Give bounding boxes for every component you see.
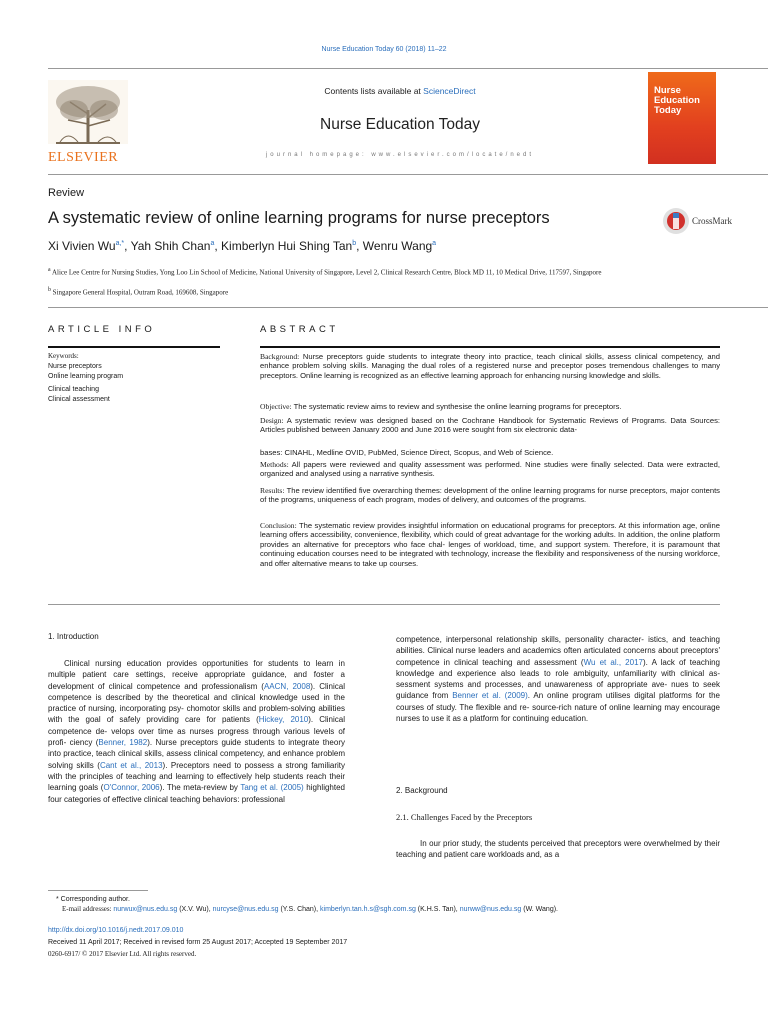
author-list: Xi Vivien $Wu^{a,*}$, Yah Shih Chan$^a$, Kimberlyn Hui Shing Tan$^b$, Wenru Wang$^a$ [48,239,437,253]
abstract-methods-label: Methods: [260,460,289,469]
elsevier-wordmark: ELSEVIER [48,150,119,165]
cover-line-1: Nurse [654,85,681,96]
citation-link[interactable]: Benner, 1982 [98,738,148,748]
contents-availability [200,86,600,96]
intro-text: highlighted four categories of effective clinical teaching behaviors: professional [48,783,345,804]
author-affiliation-mark[interactable]: b [352,240,357,247]
background-paragraph: In our prior study, the students perceived that preceptors were overwhelmed by their teaching and patient care workloads and, as a [396,839,720,860]
affiliation-a [48,266,648,277]
intro-text: ). Clinical competence is described by the theoretical and clinical knowledge used in the practice of nursing, incorporating psy- chomotor skills and problem-solving abilities with the goal of safely providing care for patients ( [48,681,345,725]
copyright-line: 0260-6917/ © 2017 Elsevier Ltd. All rights reserved. [48,950,197,958]
abstract-objective-text: The systematic review aims to review and synthesise the online learning programs for preceptors. [293,402,622,411]
abstract-results-label: Results: [260,486,285,495]
email-owner: (Y.S. Chan), [278,906,321,913]
abstract-design-label: Design: [260,416,284,425]
affiliation-a-mark: a [48,267,51,273]
affiliation-b [48,286,648,297]
section-heading-introduction: 1. Introduction [48,632,99,641]
article-type: Review [48,187,85,199]
citation-link[interactable]: AACN, 2008 [263,681,311,691]
introduction-paragraph-continued [396,634,720,724]
abstract-results-text: The review identified five overarching themes: development of the online learning programs for nurse preceptors, major contents of the programs, uniqueness of each program, modes of delivery, and outcomes of the programs. [260,486,720,505]
header-top-rule [48,68,768,69]
article-title: A systematic review of online learning programs for nurse preceptors [48,209,550,227]
email-owner: (W. Wang). [521,906,558,913]
author-name[interactable]: Xi Vivien Wu [48,239,116,253]
email-label: E-mail addresses: [62,905,114,913]
abstract-rule [260,346,720,348]
crossmark-icon[interactable] [662,207,690,235]
abstract-background [260,352,720,380]
citation-link[interactable]: Cant et al., 2013 [99,760,163,770]
abstract-heading: ABSTRACT [260,324,339,335]
abstract-methods-text: All papers were reviewed and quality assessment was performed. Nine studies were finally selected. Data were extracted, organized and analysed using a narrative synthesis. [260,460,720,479]
subsection-heading-challenges: 2.1. Challenges Faced by the Preceptors [396,812,533,822]
keyword-item: Clinical teaching [48,386,99,393]
intro-text: ). The meta-review by [159,783,241,793]
email-link[interactable]: nurww@nus.edu.sg [459,906,522,913]
journal-citation[interactable]: Nurse Education Today 60 (2018) 11–22 [321,46,447,53]
abstract-conclusion-label: Conclusion: [260,521,297,530]
intro-text: ). A lack of teaching knowledge and experience also leads to role ambiguity, unfamiliarity with clinical as- sessment systems and processes, and unawareness of appropriate ave- nues to seek guidance from [396,657,721,701]
affiliation-b-text: Singapore General Hospital, Outram Road, 169608, Singapore [52,288,229,297]
keywords-label: Keywords: [48,352,79,360]
intro-text: Clinical nursing education provides opportunities for students to learn in multiple patient care settings, receive appropriate guidance, and foster a development of clinical competence and professionalism ( [48,659,345,691]
email-owner: (X.V. Wu), [177,906,213,913]
abstract-design [260,416,720,435]
article-info-heading: ARTICLE INFO [48,324,156,335]
cover-line-3: Today [654,105,682,116]
keyword-item: Clinical assessment [48,396,110,403]
crossmark-label[interactable]: CrossMark [692,216,732,226]
author-affiliation-mark[interactable]: a [432,240,437,247]
keyword-item: Nurse preceptors [48,363,102,370]
article-info-rule [48,346,220,348]
intro-text: . An online program utilises digital platforms for the courses of study. The flexible and re- source-rich nature of online learning may encourage nurses to use it as a platform for continuing education. [396,691,720,724]
introduction-paragraph [48,658,345,805]
citation-link[interactable]: Hickey, 2010 [258,715,309,725]
keyword-item: Online learning program [48,373,124,380]
author-affiliation-mark[interactable]: a,* [115,240,125,247]
cover-line-2: Education [654,95,700,106]
citation-link[interactable]: Wu et al., 2017 [583,657,643,667]
corresponding-author-note: * Corresponding author. [56,896,130,903]
email-link[interactable]: nurcyse@nus.edu.sg [212,906,279,913]
title-block-rule [48,307,768,308]
author-name[interactable]: Yah Shih Chan [130,239,211,253]
journal-title: Nurse Education Today [320,116,480,133]
abstract-design-continued: bases: CINAHL, Medline OVID, PubMed, Science Direct, Scopus, and Web of Science. [260,448,554,457]
footnote-rule [48,890,148,891]
author-name[interactable]: Kimberlyn Hui Shing Tan [221,239,353,253]
abstract-background-label: Background: [260,352,300,361]
abstract-background-text: Nurse preceptors guide students to integrate theory into practice, teach clinical skills, assess clinical competency, and enhance problem solving skills. Managing the dual roles of a registered nurse and preceptor poses tremendous challenges to many preceptors. Online learning is recognized as an effective learning approach for enhancing nursing knowledge and skills. [260,352,720,380]
journal-cover-title [654,86,714,116]
email-addresses [62,905,558,914]
intro-text: ). Clinical competence de- velops over time as nurses progress through various levels of profi- ciency ( [48,715,346,748]
intro-text: ). Preceptors need to possess a strong familiarity with the principles of teaching and learning to effectively help students reach their learning goals ( [48,760,345,793]
intro-text: competence, interpersonal relationship skills, personality character- istics, and teaching abilities. Clinical nurse leaders and academics often articulated concerns about preceptors' competence in clinical teaching and assessment ( [396,635,720,667]
contents-prefix: Contents lists available at [324,86,424,96]
abstract-objective [260,402,720,411]
citation-link[interactable]: O'Connor, 2006 [103,783,160,793]
journal-homepage[interactable]: journal homepage: www.elsevier.com/locate/nedt [265,152,535,158]
citation-link[interactable]: Tang et al. (2005) [240,783,304,793]
email-owner: (K.H.S. Tan), [415,906,460,913]
author-name[interactable]: Wenru Wang [362,239,433,253]
affiliation-b-mark: b [48,287,51,293]
abstract-bottom-rule [48,604,720,605]
intro-text: ). Nurse preceptors guide students to integrate theory into practice, teach clinical skills, assess clinical competency, and enhance problem solving skills ( [48,738,345,770]
abstract-design-text: A systematic review was designed based on the Cochrane Handbook for Systematic Reviews of Programs. Data Sources: Articles published between January 2000 and June 2016 were sought from six electronic data- [260,416,720,435]
affiliation-a-text: Alice Lee Centre for Nursing Studies, Yong Loo Lin School of Medicine, National University of Singapore, Level 2, Clinical Research Centre, Block MD 11, 10 Medical Drive, 117597, Singapore [51,268,602,277]
abstract-results [260,486,720,505]
doi-link[interactable]: http://dx.doi.org/10.1016/j.nedt.2017.09.010 [48,927,184,934]
citation-link[interactable]: Benner et al. (2009) [452,691,528,701]
abstract-methods [260,460,720,479]
abstract-conclusion-text: The systematic review provides insightful information on educational programs for preceptors. At this information age, online learning offers accessibility, convenience, flexibility, which could of great advantage for the working adults. In addition, the online platform provides an alternative for preceptors who face chal- lenges of workload, time, and support system. Therefore, it is paramount that continuing education courses need to be integrated with technology, increase the flexibility and responsiveness of the nursing workforce, and offer alternative means to take up courses. [260,521,720,568]
sciencedirect-link[interactable]: ScienceDirect [423,86,476,96]
section-heading-background: 2. Background [396,786,448,795]
abstract-objective-label: Objective: [260,402,292,411]
email-link[interactable]: nurwux@nus.edu.sg [113,906,178,913]
abstract-conclusion [260,521,720,568]
header-bottom-rule [48,174,768,175]
email-link[interactable]: kimberlyn.tan.h.s@sgh.com.sg [320,906,416,913]
received-dates: Received 11 April 2017; Received in revised form 25 August 2017; Accepted 19 September 2017 [48,939,348,946]
author-affiliation-mark[interactable]: a [210,240,215,247]
